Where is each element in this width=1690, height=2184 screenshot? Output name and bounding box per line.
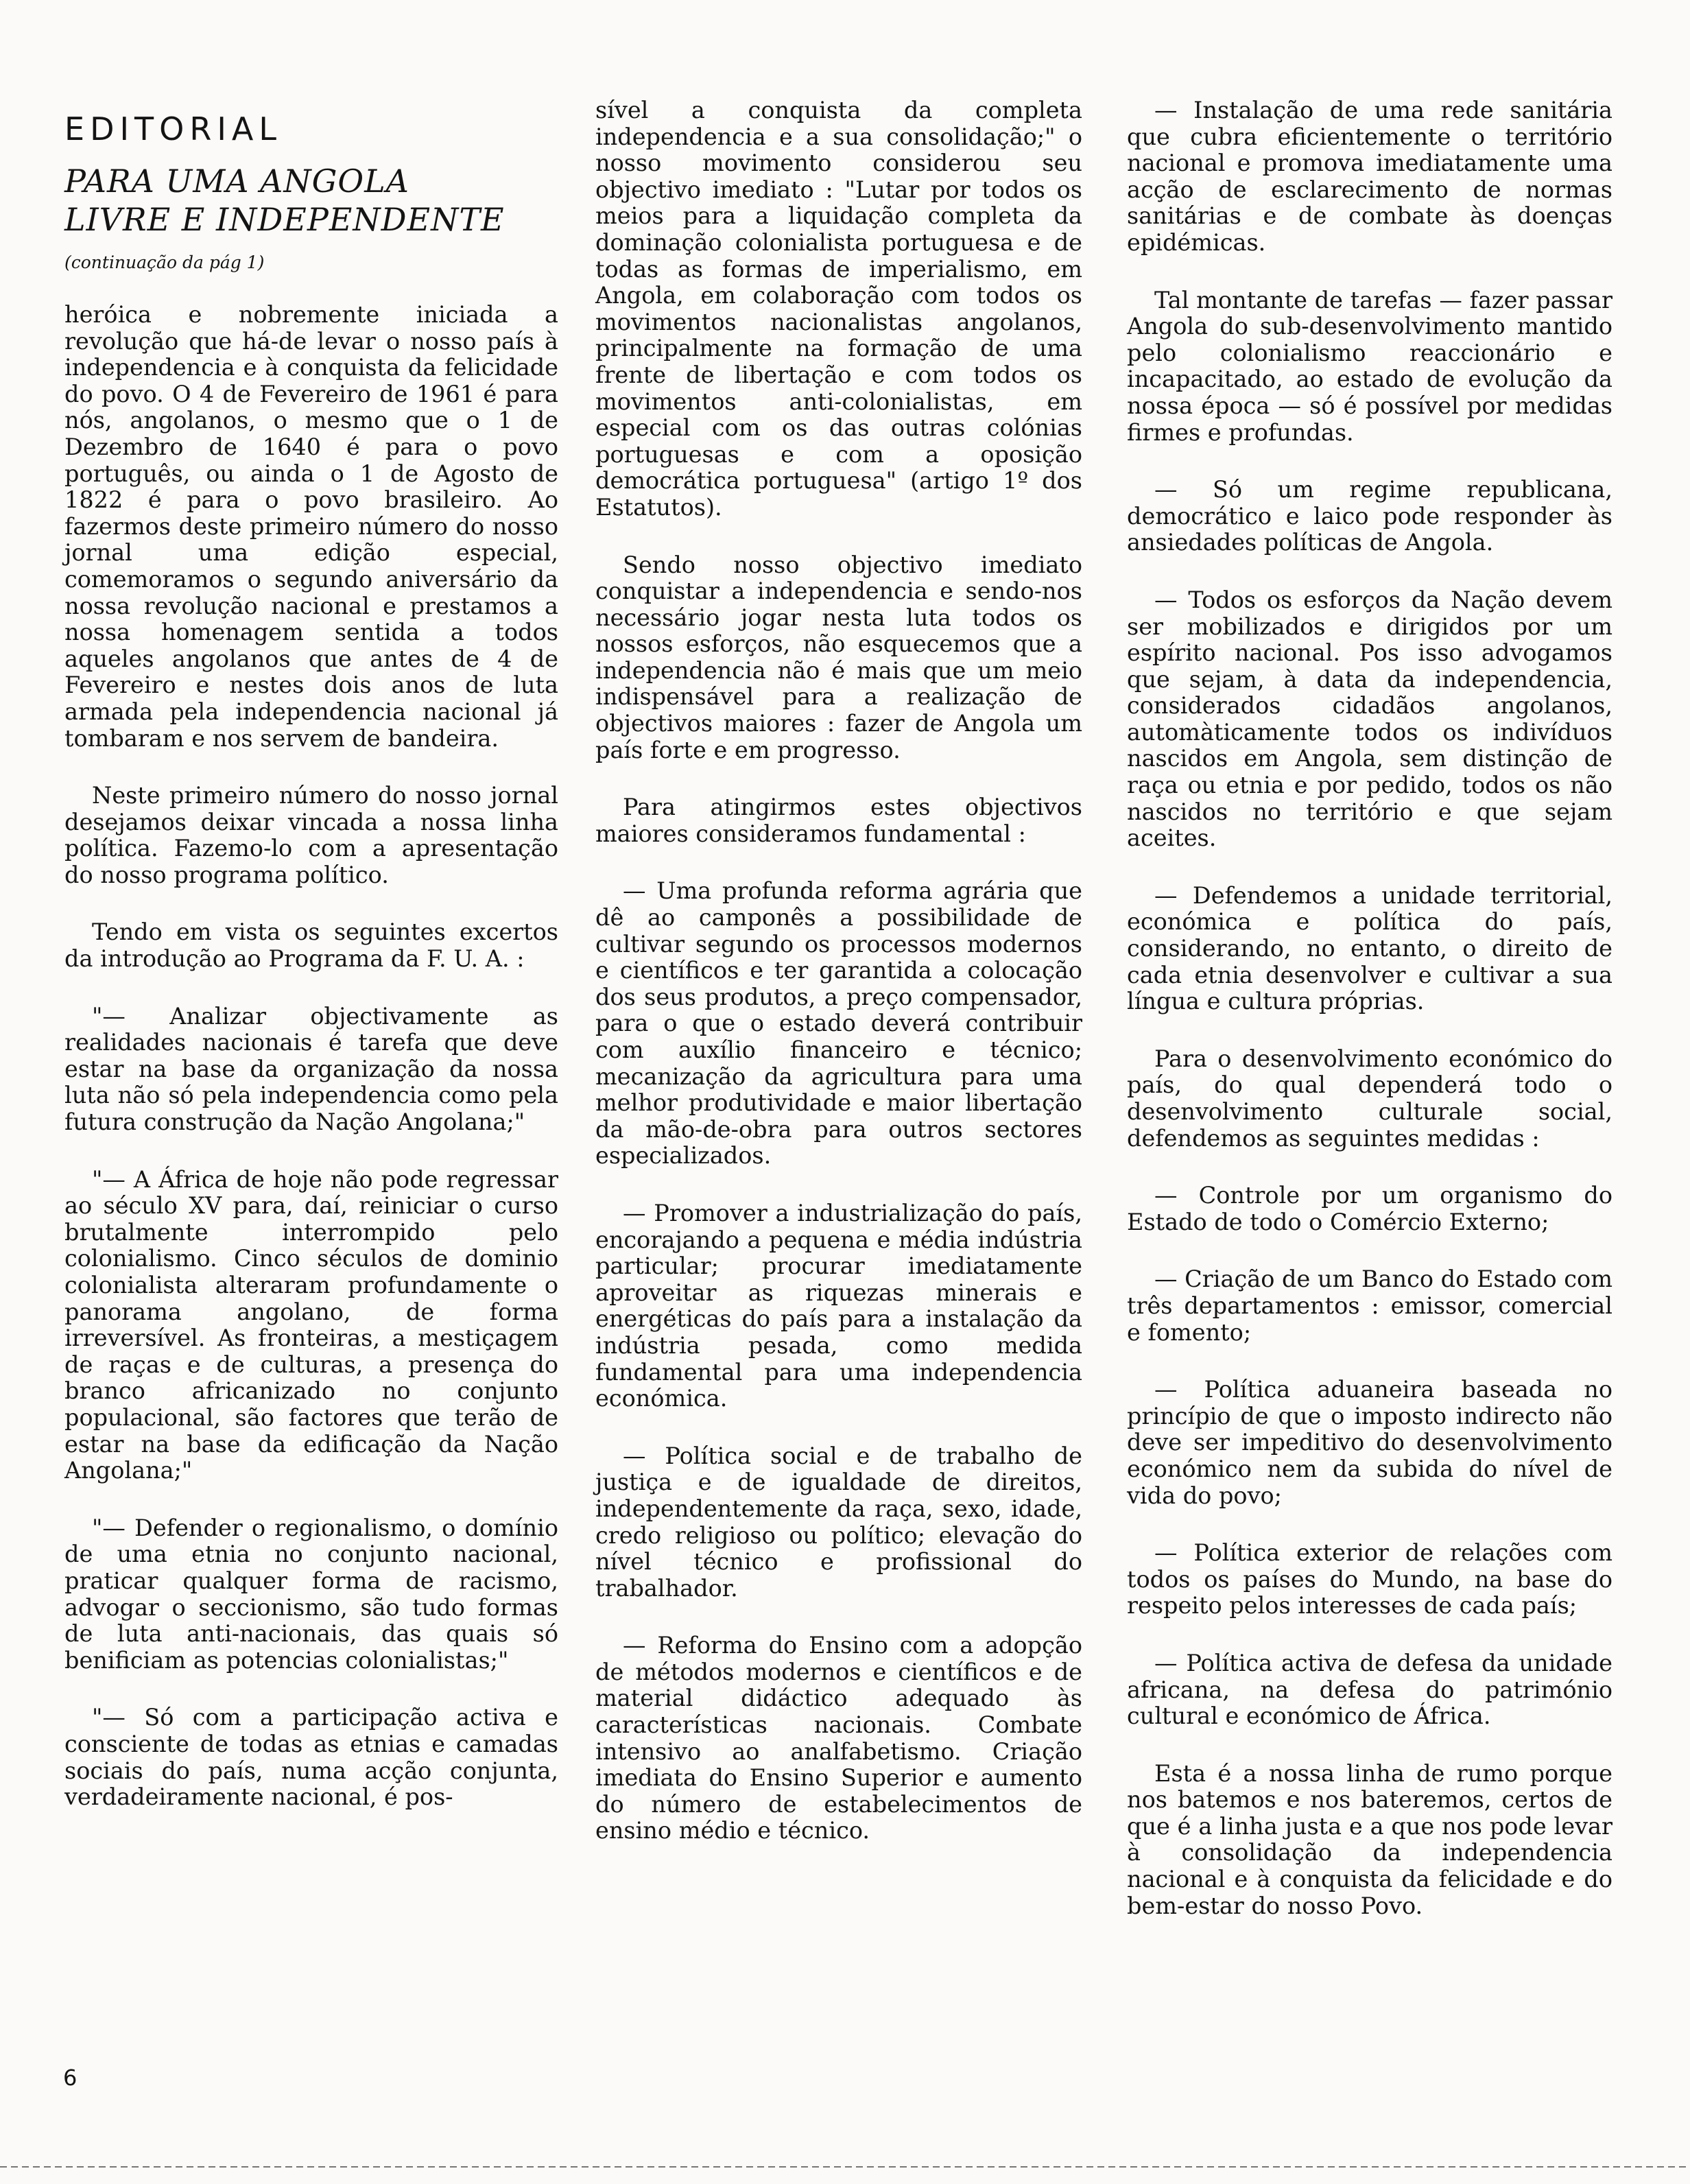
program-item: — Só um regime republicana, democrático e laico pode responder às ansiedades políticas de Angola. bbox=[1127, 476, 1612, 556]
program-item: — Defendemos a unidade territorial, económica e política do país, considerando, no entanto, o direito de cada etnia desenvolver e cultivar a sua língua e cultura próprias. bbox=[1127, 881, 1612, 1015]
paragraph: Sendo nosso objectivo imediato conquistar a independencia e sendo-nos necessário jogar nesta luta todos os nossos esforços, não esquecemos que a independencia não é mais que um meio indispensável para a realização de objectivos maiores : fazer de Angola um país forte e em progresso. bbox=[595, 551, 1082, 763]
program-item: — Promover a industrialização do país, encorajando a pequena e média indústria particular; procurar imediatamente aproveitar as riquezas minerais e energéticas do país para a instalação da indústria pesada, como medida fundamental para uma independencia económica. bbox=[595, 1199, 1082, 1412]
page-number: 6 bbox=[63, 2065, 78, 2091]
economic-measure: — Política activa de defesa da unidade africana, na defesa do património cultural e económico de África. bbox=[1127, 1649, 1612, 1730]
paragraph: heróica e nobremente iniciada a revolução que há-de levar o nosso país à independencia e à conquista da felicidade do povo. O 4 de Fevereiro de 1961 é para nós, angolanos, o mesmo que o 1 de Dezembro de 1640 é para o povo português, ou ainda o 1 de Agosto de 1822 é para o povo brasileiro. Ao fazermos deste primeiro número do nosso jornal uma edição especial, comemoramos o segundo aniversário da nossa revolução nacional e prestamos a nossa homenagem sentida a todos aqueles angolanos que antes de 4 de Fevereiro e nestes dois anos de luta armada pela independencia nacional já tombaram e nos servem de bandeira. bbox=[64, 301, 558, 752]
article-title bbox=[64, 162, 558, 239]
program-item: — Uma profunda reforma agrária que dê ao camponês a possibilidade de cultivar segundo os processos modernos e científicos e ter garantida a colocação dos seus produtos, a preço compensador, para o que o estado deverá contribuir com auxílio financeiro e técnico; mecanização da agricultura para uma melhor produtividade e maior libertação da mão-de-obra para outros sectores especializados. bbox=[595, 877, 1082, 1170]
program-item: — Instalação de uma rede sanitária que cubra eficientemente o território nacional e promova imediatamente uma acção de esclarecimento de normas sanitárias e de combate às doenças epidémicas. bbox=[1127, 97, 1612, 256]
column-1 bbox=[64, 97, 558, 1842]
paragraph: sível a conquista da completa independencia e a sua consolidação;" o nosso movimento considerou seu objectivo imediato : "Lutar por todos os meios para a liquidação completa da dominação colonialista portuguesa e de todas as formas de imperialismo, em Angola, em colaboração com todos os movimentos nacionalistas angolanos, principalmente na formação de uma frente de libertação e com todos os movimentos anti-colonialistas, em especial com os das outras colónias portuguesas e com a oposição democrática portuguesa" (artigo 1º dos Estatutos). bbox=[595, 97, 1082, 521]
continuation-note: (continuação da pág 1) bbox=[64, 252, 265, 272]
bottom-divider bbox=[0, 2166, 1690, 2168]
economic-measure: — Política aduaneira baseada no princípio de que o imposto indirecto não deve ser impeditivo do desenvolvimento económico nem da subida do nível de vida do povo; bbox=[1127, 1376, 1612, 1509]
economic-measure: — Controle por um organismo do Estado de todo o Comércio Externo; bbox=[1127, 1182, 1612, 1235]
paragraph: Esta é a nossa linha de rumo porque nos batemos e nos bateremos, certos de que é a linha justa e a que nos pode levar à consolidação da independencia nacional e à conquista da felicidade e do bem-estar do nosso Povo. bbox=[1127, 1759, 1612, 1919]
program-item: — Reforma do Ensino com a adopção de métodos modernos e científicos e de material didáctico adequado às características nacionais. Combate intensivo ao analfabetismo. Criação imediata do Ensino Superior e aumento do número de estabelecimentos de ensino médio e técnico. bbox=[595, 1632, 1082, 1844]
section-heading: EDITORIAL bbox=[64, 110, 282, 147]
paragraph: Tendo em vista os seguintes excertos da introdução ao Programa da F. U. A. : bbox=[64, 918, 558, 973]
quoted-paragraph: "— Defender o regionalismo, o domínio de uma etnia no conjunto nacional, praticar qualquer forma de racismo, advogar o seccionismo, são tudo formas de luta anti-nacionais, das quais só benificiam as potencias colonialistas;" bbox=[64, 1514, 558, 1674]
quoted-paragraph: "— Analizar objectivamente as realidades nacionais é tarefa que deve estar na base da organização da nossa luta não só pela independencia como pela futura construção da Nação Angolana;" bbox=[64, 1002, 558, 1136]
program-item: — Todos os esforços da Nação devem ser mobilizados e dirigidos por um espírito nacional. Pos isso advogamos que sejam, à data da independencia, considerados cidadãos angolanos, automàticamente todos os indivíduos nascidos em Angola, sem distinção de raça ou etnia e por pedido, todos os não nascidos no território e que sejam aceites. bbox=[1127, 586, 1612, 852]
article-title-line-2: LIVRE E INDEPENDENTE bbox=[64, 201, 505, 238]
economic-measure: — Política exterior de relações com todos os países do Mundo, na base do respeito pelos interesses de cada país; bbox=[1127, 1539, 1612, 1619]
economic-measure: — Criação de um Banco do Estado com três departamentos : emissor, comercial e fomento; bbox=[1127, 1266, 1612, 1346]
column-2 bbox=[595, 97, 1082, 1875]
paragraph: Para o desenvolvimento económico do país, do qual dependerá todo o desenvolvimento culturale social, defendemos as seguintes medidas : bbox=[1127, 1045, 1612, 1152]
paragraph: Neste primeiro número do nosso jornal desejamos deixar vincada a nossa linha política. Fazemo-lo com a apresentação do nosso programa político. bbox=[64, 782, 558, 888]
quoted-paragraph: "— Só com a participação activa e consciente de todas as etnias e camadas sociais do país, numa acção conjunta, verdadeiramente nacional, é pos- bbox=[64, 1704, 558, 1811]
paragraph: Tal montante de tarefas — fazer passar Angola do sub-desenvolvimento mantido pelo colonialismo reaccionário e incapacitado, ao estado de evolução da nossa época — só é possível por medidas firmes e profundas. bbox=[1127, 286, 1612, 446]
article-title-line-1: PARA UMA ANGOLA bbox=[64, 163, 409, 200]
quoted-paragraph: "— A África de hoje não pode regressar ao século XV para, daí, reiniciar o curso brutalmente interrompido pelo colonialismo. Cinco séculos de dominio colonialista alteraram profundamente o panorama angolano, de forma irreversível. As fronteiras, a mestiçagem de raças e de culturas, a presença do branco africanizado no conjunto populacional, são factores que terão de estar na base da edificação da Nação Angolana;" bbox=[64, 1165, 558, 1484]
program-item: — Política social e de trabalho de justiça e de igualdade de direitos, independentemente da raça, sexo, idade, credo religioso ou político; elevação do nível técnico e profissional do trabalhador. bbox=[595, 1442, 1082, 1602]
paragraph: Para atingirmos estes objectivos maiores consideramos fundamental : bbox=[595, 794, 1082, 847]
column-3 bbox=[1127, 97, 1612, 1950]
